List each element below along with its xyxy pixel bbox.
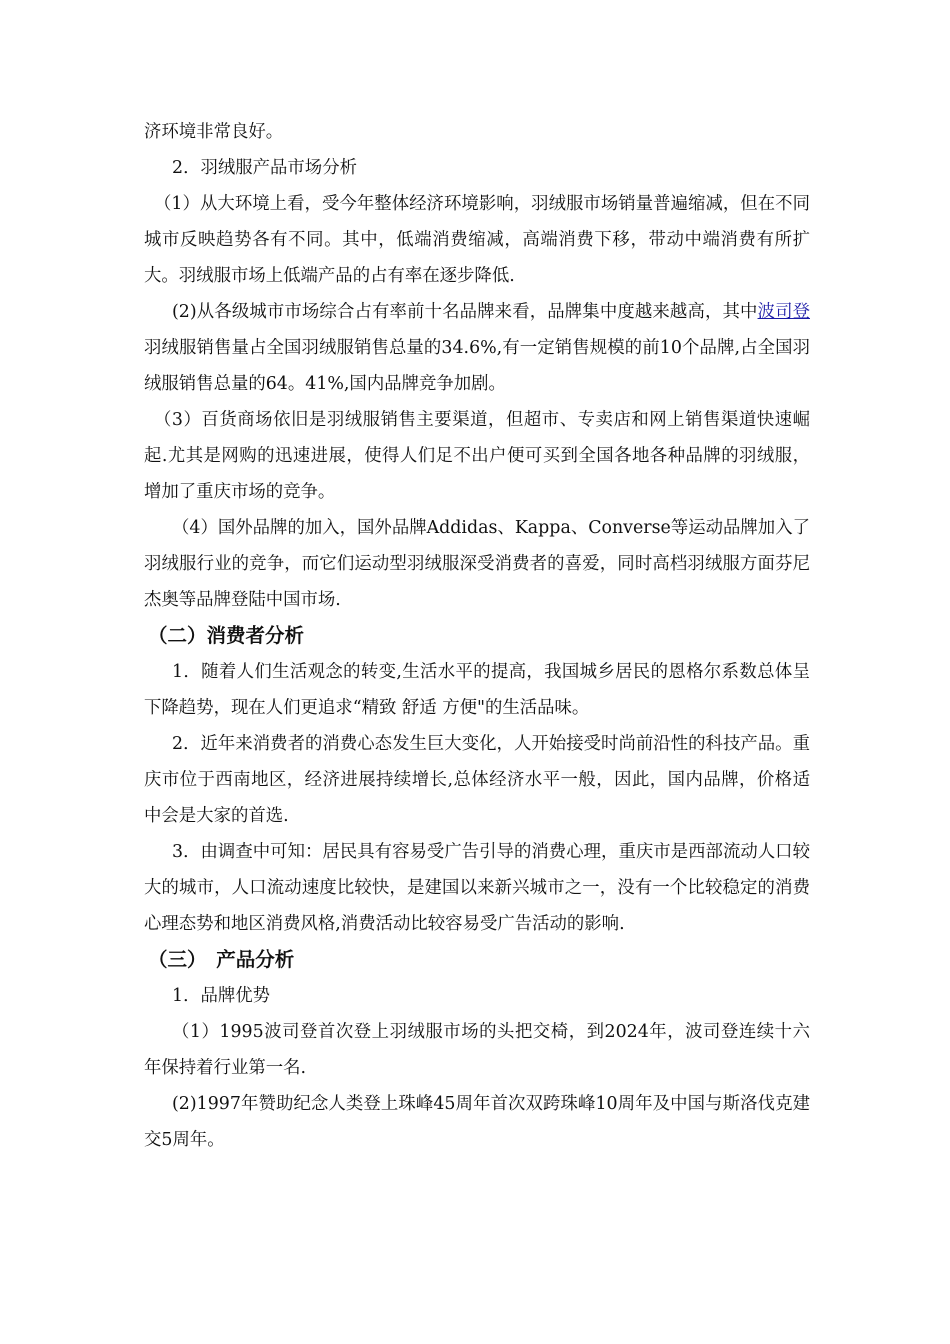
bosideng-link[interactable]: 波司登: [757, 302, 810, 322]
document-body: [144, 114, 810, 1158]
paragraph-consumer-2: 2．近年来消费者的消费心态发生巨大变化，人开始接受时尚前沿性的科技产品。重庆市位于西南地区，经济进展持续增长,总体经济水平一般，因此，国内品牌，价格适中会是大家的首选.: [144, 734, 810, 826]
heading-product-analysis: （三） 产品分析: [148, 948, 295, 971]
paragraph-consumer-3: 3．由调查中可知：居民具有容易受广告引导的消费心理，重庆市是西部流动人口较大的城市，人口流动速度比较快，是建国以来新兴城市之一，没有一个比较稳定的消费心理态势和地区消费风格,消费活动比较容易受广告活动的影响.: [144, 842, 810, 934]
paragraph-brand-1: （1）1995波司登首次登上羽绒服市场的头把交椅，到2024年，波司登连续十六年保持着行业第一名.: [144, 1022, 810, 1078]
section-item-market-analysis: 2．羽绒服产品市场分析: [172, 158, 357, 178]
section-item-brand-advantage: 1．品牌优势: [172, 986, 271, 1006]
heading-consumer-analysis: （二）消费者分析: [148, 624, 305, 647]
paragraph-market-3: （3）百货商场依旧是羽绒服销售主要渠道，但超市、专卖店和网上销售渠道快速崛起.尤其是网购的迅速进展，使得人们足不出户便可买到全国各地各种品牌的羽绒服，增加了重庆市场的竞争。: [144, 410, 810, 502]
paragraph-consumer-1: 1．随着人们生活观念的转变,生活水平的提高，我国城乡居民的恩格尔系数总体呈下降趋势，现在人们更追求“精致 舒适 方便"的生活品味。: [144, 662, 810, 718]
paragraph-market-2-before: (2)从各级城市市场综合占有率前十名品牌来看，品牌集中度越来越高，其中: [172, 302, 758, 322]
paragraph-brand-2: (2)1997年赞助纪念人类登上珠峰45周年首次双跨珠峰10周年及中国与斯洛伐克建交5周年。: [144, 1094, 810, 1150]
paragraph-economy-end: 济环境非常良好。: [144, 122, 284, 142]
paragraph-market-2: [144, 294, 810, 402]
paragraph-market-2-after: 羽绒服销售量占全国羽绒服销售总量的34.6%,有一定销售规模的前10个品牌,占全国羽绒服销售总量的64。41%,国内品牌竞争加剧。: [144, 338, 810, 394]
paragraph-market-1: （1）从大环境上看，受今年整体经济环境影响，羽绒服市场销量普遍缩减，但在不同城市反映趋势各有不同。其中，低端消费缩减，高端消费下移，带动中端消费有所扩大。羽绒服市场上低端产品的占有率在逐步降低.: [144, 194, 810, 286]
paragraph-market-4: （4）国外品牌的加入，国外品牌Addidas、Kappa、Converse等运动品牌加入了羽绒服行业的竞争，而它们运动型羽绒服深受消费者的喜爱，同时高档羽绒服方面芬尼杰奥等品牌登陆中国市场.: [144, 518, 810, 610]
